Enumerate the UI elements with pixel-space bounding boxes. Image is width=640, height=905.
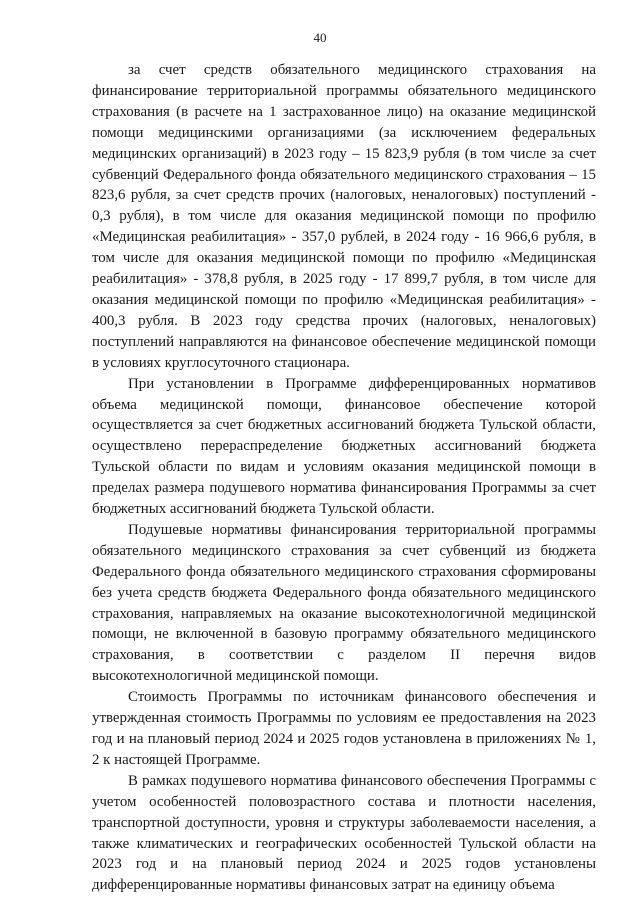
page-number: 40	[313, 30, 327, 45]
paragraph-per-capita-norms: Подушевые нормативы финансирования территориальной программы обязательного медицинского страхования за счет субвенций из бюджета Федерального фонда обязательного медицинского страхования сформированы без учета средств бюджета Федерального фонда обязательного медицинского страхования, направляемых на оказание высокотехнологичной медицинской помощи, не включенной в базовую программу обязательного медицинского страхования, в соответствии с разделом II перечня видов высокотехнологичной медицинской помощи.	[92, 521, 596, 685]
paragraph-program-cost: Стоимость Программы по источникам финансового обеспечения и утвержденная стоимость Программы по условиям ее предоставления на 2023 год и на плановый период 2024 и 2025 годов установлена в приложениях № 1, 2 к настоящей Программе.	[92, 689, 596, 768]
paragraph-continuation: за счет средств обязательного медицинского страхования на финансирование территориальной программы обязательного медицинского страхования (в расчете на 1 застрахованное лицо) на оказание медицинской помощи медицинскими организациями (за исключением федеральных медицинских организаций) в 2023 году – 15 823,9 рубля (в том числе за счет субвенций Федерального фонда обязательного медицинского страхования – 15 823,6 рубля, за счет средств прочих (налоговых, неналоговых) поступлений - 0,3 рубля), в том числе для оказания медицинской помощи по профилю «Медицинская реабилитация» - 357,0 рублей, в 2024 году - 16 966,6 рубля, в том числе для оказания медицинской помощи по профилю «Медицинская реабилитация» - 378,8 рубля, в 2025 году - 17 899,7 рубля, в том числе для оказания медицинской помощи по профилю «Медицинская реабилитация» - 400,3 рубля. В 2023 году средства прочих (налоговых, неналоговых) поступлений направляются на финансовое обеспечение медицинской помощи в условиях круглосуточного стационара.	[92, 62, 596, 371]
paragraph-financial-norms: В рамках подушевого норматива финансового обеспечения Программы с учетом особенностей половозрастного состава и плотности населения, транспортной доступности, уровня и структуры заболеваемости населения, а также климатических и географических особенностей Тульской области на 2023 год и на плановый период 2024 и 2025 годов установлены дифференцированные нормативы финансовых затрат на единицу объема	[92, 772, 596, 894]
paragraph-differentiated-norms: При установлении в Программе дифференцированных нормативов объема медицинской помощи, финансовое обеспечение которой осуществляется за счет бюджетных ассигнований бюджета Тульской области, осуществлено перераспределение бюджетных ассигнований бюджета Тульской области по видам и условиям оказания медицинской помощи в пределах размера подушевого норматива финансирования Программы за счет бюджетных ассигнований бюджета Тульской области.	[92, 375, 596, 518]
document-body	[92, 60, 596, 896]
